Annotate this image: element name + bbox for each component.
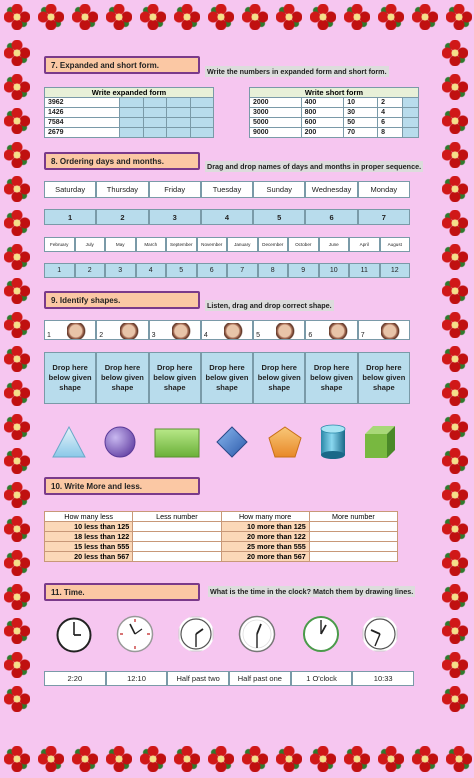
flower-border-bottom (0, 742, 474, 778)
time-labels-row (44, 671, 414, 686)
poinsettia-icon (4, 142, 30, 168)
poinsettia-icon (442, 40, 468, 66)
poinsettia-icon (4, 380, 30, 406)
audio-button[interactable] (149, 320, 201, 340)
month-drop-slot[interactable]: 8 (258, 263, 289, 278)
month-drop-slot[interactable]: 2 (75, 263, 106, 278)
poinsettia-icon (4, 686, 30, 712)
answer-cell[interactable] (402, 128, 418, 138)
number-cell: 5000 (250, 118, 302, 128)
month-drop-slot[interactable]: 9 (288, 263, 319, 278)
number-cell: 30 (344, 108, 378, 118)
month-card[interactable]: May (105, 237, 136, 252)
section-9-instruction: Listen, drag and drop correct shape. (207, 301, 332, 310)
month-card[interactable]: April (349, 237, 380, 252)
days-row (44, 181, 410, 198)
number-cell: 200 (301, 128, 344, 138)
shapes-bank (48, 424, 408, 460)
clock-icon[interactable] (56, 617, 92, 653)
number-cell: 50 (344, 118, 378, 128)
audio-number: 7 (360, 332, 365, 339)
column-header: How many more (221, 512, 309, 522)
poinsettia-icon (442, 74, 468, 100)
poinsettia-icon (4, 4, 30, 30)
poinsettia-icon (442, 278, 468, 304)
clock-icon[interactable] (178, 616, 214, 652)
column-header: More number (309, 512, 397, 522)
poinsettia-icon (4, 244, 30, 270)
answer-cell[interactable] (143, 98, 166, 108)
poinsettia-icon (442, 550, 468, 576)
day-drop-slot[interactable]: 5 (253, 209, 305, 225)
day-card[interactable]: Saturday (44, 181, 96, 198)
poinsettia-icon (442, 244, 468, 270)
shape-drop-zone[interactable]: Drop here below given shape (149, 352, 201, 404)
audio-number: 1 (47, 332, 51, 339)
cube-shape[interactable] (364, 425, 396, 459)
poinsettia-icon (344, 746, 370, 772)
day-drop-slot[interactable]: 6 (305, 209, 357, 225)
poinsettia-icon (442, 686, 468, 712)
poinsettia-icon (442, 618, 468, 644)
poinsettia-icon (4, 108, 30, 134)
month-card[interactable]: November (197, 237, 228, 252)
day-card[interactable]: Wednesday (305, 181, 357, 198)
column-header: Less number (133, 512, 221, 522)
poinsettia-icon (174, 4, 200, 30)
poinsettia-icon (4, 210, 30, 236)
audio-number: 2 (99, 332, 104, 339)
flower-border-left (0, 36, 36, 742)
column-header: How many less (45, 512, 133, 522)
poinsettia-icon (4, 746, 30, 772)
audio-button[interactable] (96, 320, 148, 340)
number-cell: 4 (378, 108, 403, 118)
poinsettia-icon (442, 346, 468, 372)
month-drop-slot[interactable]: 10 (319, 263, 350, 278)
number-cell: 8 (378, 128, 403, 138)
less-question: 10 less than 125 (45, 522, 133, 532)
poinsettia-icon (4, 346, 30, 372)
number-cell: 2679 (45, 128, 120, 138)
more-answer[interactable] (309, 522, 397, 532)
shape-drop-zone[interactable]: Drop here below given shape (253, 352, 305, 404)
poinsettia-icon (344, 4, 370, 30)
poinsettia-icon (4, 618, 30, 644)
ear-icon (329, 323, 351, 339)
month-card[interactable]: January (227, 237, 258, 252)
poinsettia-icon (4, 278, 30, 304)
month-drop-slot[interactable]: 7 (227, 263, 258, 278)
number-cell: 3000 (250, 108, 302, 118)
time-label[interactable]: 2:20 (44, 671, 106, 686)
month-drop-slot[interactable]: 5 (166, 263, 197, 278)
less-answer[interactable] (133, 532, 221, 542)
flower-border-top (0, 0, 474, 36)
audio-number: 3 (151, 332, 156, 339)
month-drop-slot[interactable]: 6 (197, 263, 228, 278)
poinsettia-icon (412, 746, 438, 772)
month-number-row (44, 263, 410, 278)
flower-border-right (438, 36, 474, 742)
day-card[interactable]: Monday (358, 181, 410, 198)
shape-drop-zone[interactable]: Drop here below given shape (96, 352, 148, 404)
ear-icon (276, 323, 298, 339)
poinsettia-icon (442, 414, 468, 440)
poinsettia-icon (446, 4, 472, 30)
day-card[interactable]: Friday (149, 181, 201, 198)
audio-button[interactable] (253, 320, 305, 340)
poinsettia-icon (442, 142, 468, 168)
poinsettia-icon (106, 4, 132, 30)
poinsettia-icon (378, 746, 404, 772)
time-label[interactable]: 10:33 (352, 671, 414, 686)
short-form-table (249, 87, 419, 138)
number-cell: 400 (301, 98, 344, 108)
section-7-instruction: Write the numbers in expanded form and short form. (207, 67, 387, 76)
rectangle-shape[interactable] (154, 428, 200, 458)
more-question: 25 more than 555 (221, 542, 309, 552)
clock-icon[interactable] (362, 616, 398, 652)
time-label[interactable]: 1 O'clock (291, 671, 353, 686)
more-answer[interactable] (309, 542, 397, 552)
less-question: 15 less than 555 (45, 542, 133, 552)
section-11-title-text: 11. Time. (51, 587, 85, 597)
poinsettia-icon (412, 4, 438, 30)
shape-drop-zone[interactable]: Drop here below given shape (305, 352, 357, 404)
poinsettia-icon (442, 176, 468, 202)
section-8-title (44, 152, 200, 170)
less-question: 20 less than 567 (45, 552, 133, 562)
section-10-title-text: 10. Write More and less. (51, 481, 142, 491)
less-answer[interactable] (133, 522, 221, 532)
time-label[interactable]: Half past one (229, 671, 291, 686)
audio-row (44, 320, 410, 340)
poinsettia-icon (442, 210, 468, 236)
number-cell: 2 (378, 98, 403, 108)
answer-cell[interactable] (190, 118, 214, 128)
ear-icon (381, 323, 403, 339)
rhombus-shape[interactable] (216, 426, 248, 458)
poinsettia-icon (442, 516, 468, 542)
month-drop-slot[interactable]: 11 (349, 263, 380, 278)
poinsettia-icon (442, 652, 468, 678)
poinsettia-icon (4, 550, 30, 576)
poinsettia-icon (72, 746, 98, 772)
month-card[interactable]: December (258, 237, 289, 252)
shape-drop-zone[interactable]: Drop here below given shape (201, 352, 253, 404)
day-card[interactable]: Thursday (96, 181, 148, 198)
answer-cell[interactable] (167, 118, 190, 128)
number-cell: 6 (378, 118, 403, 128)
poinsettia-icon (442, 312, 468, 338)
poinsettia-icon (446, 746, 472, 772)
ear-icon (120, 323, 142, 339)
expanded-form-header: Write expanded form (45, 88, 214, 98)
number-cell: 800 (301, 108, 344, 118)
section-11-title (44, 583, 200, 601)
poinsettia-icon (242, 746, 268, 772)
answer-cell[interactable] (402, 118, 418, 128)
number-cell: 7584 (45, 118, 120, 128)
answer-cell[interactable] (143, 118, 166, 128)
more-question: 10 more than 125 (221, 522, 309, 532)
ear-icon (172, 323, 194, 339)
audio-button[interactable] (358, 320, 410, 340)
section-9-title-text: 9. Identify shapes. (51, 295, 121, 305)
section-9-title (44, 291, 200, 309)
more-answer[interactable] (309, 552, 397, 562)
clock-icon[interactable] (116, 615, 154, 653)
month-card[interactable]: August (380, 237, 411, 252)
answer-cell[interactable] (120, 128, 143, 138)
answer-cell[interactable] (402, 98, 418, 108)
day-drop-slot[interactable]: 1 (44, 209, 96, 225)
month-card[interactable]: October (288, 237, 319, 252)
poinsettia-icon (4, 414, 30, 440)
clock-icon[interactable] (238, 615, 276, 653)
month-card[interactable]: July (75, 237, 106, 252)
ear-icon (67, 323, 89, 339)
poinsettia-icon (140, 746, 166, 772)
answer-cell[interactable] (190, 108, 214, 118)
section-11-instruction: What is the time in the clock? Match them by drawing lines. (210, 587, 414, 596)
expanded-form-table (44, 87, 214, 138)
audio-number: 6 (308, 332, 313, 339)
more-answer[interactable] (309, 532, 397, 542)
answer-cell[interactable] (120, 98, 143, 108)
poinsettia-icon (442, 482, 468, 508)
day-drop-slot[interactable]: 7 (358, 209, 410, 225)
poinsettia-icon (378, 4, 404, 30)
poinsettia-icon (208, 4, 234, 30)
day-drop-slot[interactable]: 4 (201, 209, 253, 225)
poinsettia-icon (4, 74, 30, 100)
poinsettia-icon (442, 380, 468, 406)
audio-button[interactable] (305, 320, 357, 340)
poinsettia-icon (4, 176, 30, 202)
month-drop-slot[interactable]: 12 (380, 263, 411, 278)
poinsettia-icon (4, 652, 30, 678)
section-8-instruction: Drag and drop names of days and months in proper sequence. (207, 162, 422, 171)
number-cell: 1426 (45, 108, 120, 118)
section-7-title-text: 7. Expanded and short form. (51, 60, 160, 70)
less-answer[interactable] (133, 552, 221, 562)
answer-cell[interactable] (120, 118, 143, 128)
poinsettia-icon (276, 746, 302, 772)
poinsettia-icon (174, 746, 200, 772)
shape-drop-zone[interactable]: Drop here below given shape (44, 352, 96, 404)
poinsettia-icon (310, 4, 336, 30)
more-question: 20 more than 122 (221, 532, 309, 542)
less-answer[interactable] (133, 542, 221, 552)
day-card[interactable]: Tuesday (201, 181, 253, 198)
number-cell: 2000 (250, 98, 302, 108)
more-less-table (44, 511, 398, 562)
less-question: 18 less than 122 (45, 532, 133, 542)
poinsettia-icon (310, 746, 336, 772)
poinsettia-icon (276, 4, 302, 30)
answer-cell[interactable] (120, 108, 143, 118)
ear-icon (224, 323, 246, 339)
number-cell: 9000 (250, 128, 302, 138)
poinsettia-icon (4, 482, 30, 508)
poinsettia-icon (106, 746, 132, 772)
more-question: 20 more than 567 (221, 552, 309, 562)
audio-button[interactable] (44, 320, 96, 340)
poinsettia-icon (442, 448, 468, 474)
poinsettia-icon (38, 4, 64, 30)
poinsettia-icon (140, 4, 166, 30)
poinsettia-icon (4, 516, 30, 542)
month-drop-slot[interactable]: 1 (44, 263, 75, 278)
answer-cell[interactable] (402, 108, 418, 118)
shape-drop-zone[interactable]: Drop here below given shape (358, 352, 410, 404)
months-row (44, 237, 410, 252)
number-cell: 600 (301, 118, 344, 128)
answer-cell[interactable] (167, 108, 190, 118)
number-cell: 10 (344, 98, 378, 108)
answer-cell[interactable] (190, 128, 214, 138)
audio-number: 5 (256, 332, 261, 339)
number-cell: 70 (344, 128, 378, 138)
day-number-row (44, 209, 410, 225)
triangle-shape[interactable] (52, 426, 86, 458)
month-card[interactable]: March (136, 237, 167, 252)
poinsettia-icon (242, 4, 268, 30)
answer-cell[interactable] (190, 98, 214, 108)
audio-number: 4 (203, 332, 208, 339)
month-card[interactable]: September (166, 237, 197, 252)
day-drop-slot[interactable]: 2 (96, 209, 148, 225)
month-card[interactable]: June (319, 237, 350, 252)
answer-cell[interactable] (167, 98, 190, 108)
answer-cell[interactable] (143, 128, 166, 138)
month-drop-slot[interactable]: 3 (105, 263, 136, 278)
day-card[interactable]: Sunday (253, 181, 305, 198)
section-8-title-text: 8. Ordering days and months. (51, 156, 164, 166)
poinsettia-icon (208, 746, 234, 772)
poinsettia-icon (442, 584, 468, 610)
month-card[interactable]: February (44, 237, 75, 252)
cylinder-shape[interactable] (320, 424, 346, 460)
day-drop-slot[interactable]: 3 (149, 209, 201, 225)
poinsettia-icon (4, 312, 30, 338)
number-cell: 3962 (45, 98, 120, 108)
poinsettia-icon (38, 746, 64, 772)
audio-button[interactable] (201, 320, 253, 340)
poinsettia-icon (4, 40, 30, 66)
month-drop-slot[interactable]: 4 (136, 263, 167, 278)
answer-cell[interactable] (143, 108, 166, 118)
time-label[interactable]: 12:10 (106, 671, 168, 686)
answer-cell[interactable] (167, 128, 190, 138)
short-form-header: Write short form (250, 88, 419, 98)
section-10-title (44, 477, 200, 495)
poinsettia-icon (4, 584, 30, 610)
poinsettia-icon (72, 4, 98, 30)
pentagon-shape[interactable] (268, 426, 302, 458)
poinsettia-icon (4, 448, 30, 474)
time-label[interactable]: Half past two (167, 671, 229, 686)
poinsettia-icon (442, 108, 468, 134)
shape-drop-row (44, 352, 410, 404)
clock-icon[interactable] (302, 615, 340, 653)
section-7-title (44, 56, 200, 74)
circle-shape[interactable] (104, 426, 136, 458)
